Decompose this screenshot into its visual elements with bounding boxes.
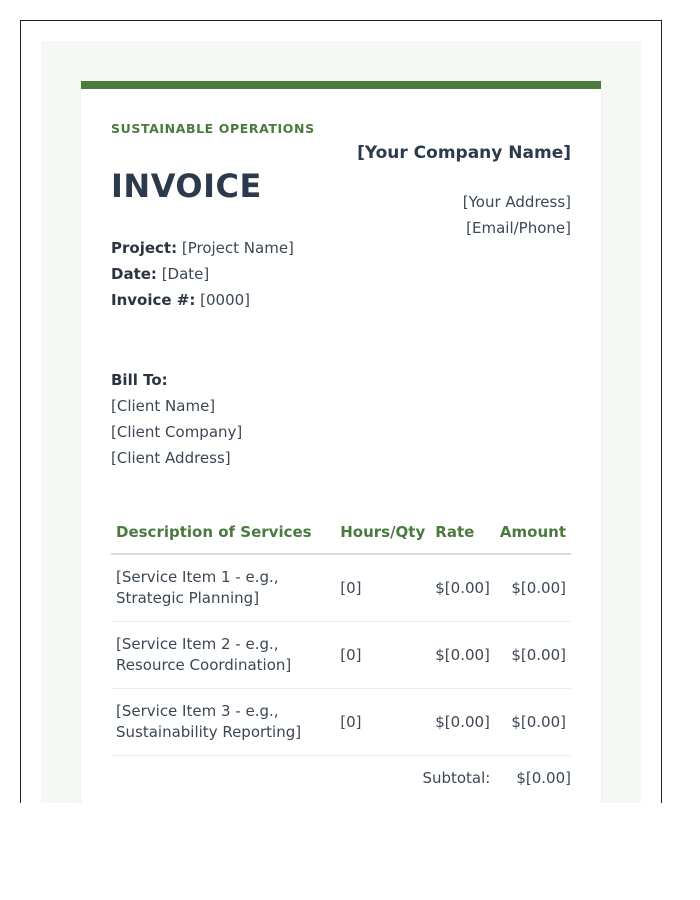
project-label: Project: — [111, 239, 178, 257]
header-amount: Amount — [495, 511, 571, 554]
row-rate: $[0.00] — [430, 622, 495, 689]
row-qty: [0] — [335, 689, 430, 756]
invoice-number-value: [0000] — [200, 291, 251, 309]
bill-to-label: Bill To: — [111, 371, 168, 389]
client-name: [Client Name] — [111, 397, 216, 415]
date-label: Date: — [111, 265, 157, 283]
header-rate: Rate — [430, 511, 495, 554]
header-hours: Hours/Qty — [335, 511, 430, 554]
table-row — [111, 554, 571, 622]
company-address: [Your Address] — [462, 193, 571, 211]
row-description: [Service Item 3 - e.g., Sustainability Reporting] — [111, 689, 335, 756]
invoice-number-label: Invoice #: — [111, 291, 196, 309]
meta-project — [111, 235, 294, 261]
row-qty: [0] — [335, 622, 430, 689]
row-amount: $[0.00] — [495, 689, 571, 756]
page-background — [41, 41, 641, 803]
invoice-meta — [111, 235, 294, 313]
company-address-block — [463, 189, 571, 241]
row-amount: $[0.00] — [495, 622, 571, 689]
project-value: [Project Name] — [181, 239, 294, 257]
meta-date — [111, 261, 294, 287]
company-contact: [Email/Phone] — [466, 219, 571, 237]
company-name: [Your Company Name] — [357, 143, 571, 163]
invoice-eyebrow: SUSTAINABLE OPERATIONS — [111, 121, 315, 136]
row-amount: $[0.00] — [495, 554, 571, 622]
client-address: [Client Address] — [111, 449, 231, 467]
invoice-card — [81, 81, 601, 803]
subtotal-row — [422, 769, 571, 787]
row-description: [Service Item 2 - e.g., Resource Coordination] — [111, 622, 335, 689]
bill-to-block — [111, 367, 242, 471]
table-row — [111, 689, 571, 756]
table-header-row — [111, 511, 571, 554]
row-rate: $[0.00] — [430, 689, 495, 756]
client-company: [Client Company] — [111, 423, 243, 441]
date-value: [Date] — [161, 265, 210, 283]
meta-number — [111, 287, 294, 313]
row-qty: [0] — [335, 554, 430, 622]
invoice-title: INVOICE — [111, 167, 262, 205]
row-description: [Service Item 1 - e.g., Strategic Planning] — [111, 554, 335, 622]
subtotal-label: Subtotal: — [422, 769, 491, 787]
table-row — [111, 622, 571, 689]
header-description: Description of Services — [111, 511, 335, 554]
row-rate: $[0.00] — [430, 554, 495, 622]
subtotal-value: $[0.00] — [516, 769, 571, 787]
document-viewport — [20, 20, 662, 803]
services-table — [111, 511, 571, 756]
